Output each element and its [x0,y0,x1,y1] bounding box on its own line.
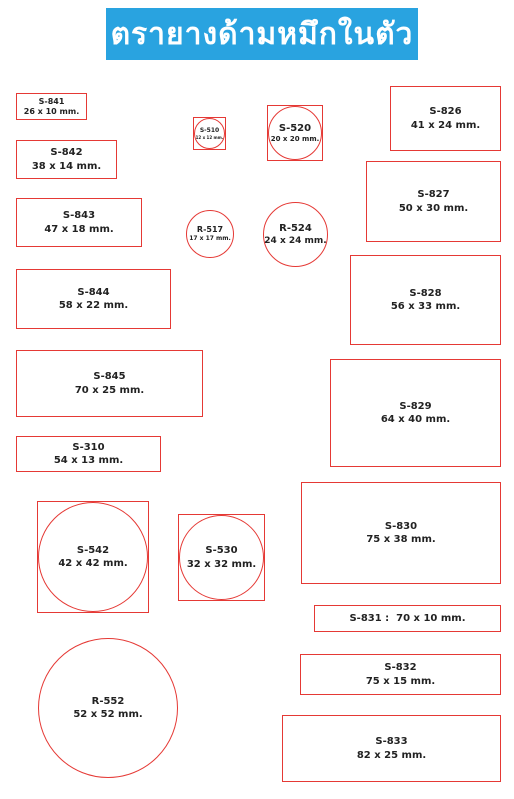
stamp-code: S-310 [72,441,105,453]
stamp-s542-circle [38,502,148,612]
stamp-s826 [390,86,501,151]
stamp-s542 [37,501,149,613]
stamp-size: 17 x 17 mm. [189,235,231,243]
stamp-s844 [16,269,171,329]
stamp-s520 [267,105,323,161]
stamp-size: 26 x 10 mm. [23,106,80,116]
stamp-size: 47 x 18 mm. [44,223,114,235]
stamp-s530-circle [179,515,264,600]
stamp-size: 42 x 42 mm. [58,558,128,569]
stamp-code: S-832 [384,662,417,673]
stamp-code: S-845 [93,371,126,382]
stamp-s310 [16,436,161,472]
stamp-size: 50 x 30 mm. [398,202,469,214]
stamp-s510-circle [194,118,225,149]
stamp-code: S-827 [417,189,450,200]
stamp-s832 [300,654,501,695]
stamp-s833 [282,715,501,782]
stamp-s843 [16,198,142,247]
stamp-size: 58 x 22 mm. [58,300,129,311]
stamp-size: 56 x 33 mm. [390,301,461,312]
stamp-size: 24 x 24 mm. [264,236,327,247]
stamp-s845 [16,350,203,417]
stamp-code: S-842 [50,147,83,158]
stamp-code: S-530 [205,545,238,556]
stamp-size: 52 x 52 mm. [73,709,143,720]
stamp-code: S-841 [38,96,65,106]
stamp-s841 [16,93,87,120]
stamp-code: R-524 [279,222,312,234]
stamp-size: 54 x 13 mm. [53,455,124,466]
stamp-size: 20 x 20 mm. [270,134,320,143]
stamp-label: S-831 : 70 x 10 mm. [349,612,466,624]
stamp-size: 64 x 40 mm. [380,414,451,425]
stamp-code: S-542 [76,544,110,556]
stamp-s828 [350,255,501,345]
stamp-s842 [16,140,117,179]
stamp-code: S-830 [384,520,418,532]
stamp-code: S-829 [399,400,432,412]
stamp-size: 41 x 24 mm. [410,119,481,131]
stamp-s830 [301,482,501,584]
stamp-code: R-552 [91,695,125,707]
stamp-r517 [186,210,234,258]
stamp-s510 [193,117,226,150]
stamp-code: S-844 [77,286,110,298]
stamp-s530 [178,514,265,601]
stamp-code: S-833 [375,736,408,747]
page-title: ตรายางด้ามหมึกในตัว [106,8,418,60]
stamp-size: 82 x 25 mm. [356,749,427,761]
stamp-code: S-510 [199,127,220,134]
stamp-r552 [38,638,178,778]
stamp-code: R-517 [196,224,224,234]
stamp-size: 75 x 38 mm. [366,534,436,545]
stamp-size: 70 x 25 mm. [74,384,145,396]
stamp-code: S-826 [429,106,462,117]
stamp-size: 75 x 15 mm. [365,675,436,687]
stamp-code: S-520 [278,122,312,134]
stamp-code: S-828 [409,287,442,299]
stamp-r524 [263,202,328,267]
stamp-s831 [314,605,501,632]
stamp-code: S-843 [62,210,96,221]
stamp-s827 [366,161,501,242]
stamp-s520-circle [268,106,322,160]
stamp-s829 [330,359,501,467]
stamp-size: 32 x 32 mm. [186,558,257,570]
stamp-size: 12 x 12 mm. [195,134,224,140]
stamp-size: 38 x 14 mm. [31,160,102,172]
